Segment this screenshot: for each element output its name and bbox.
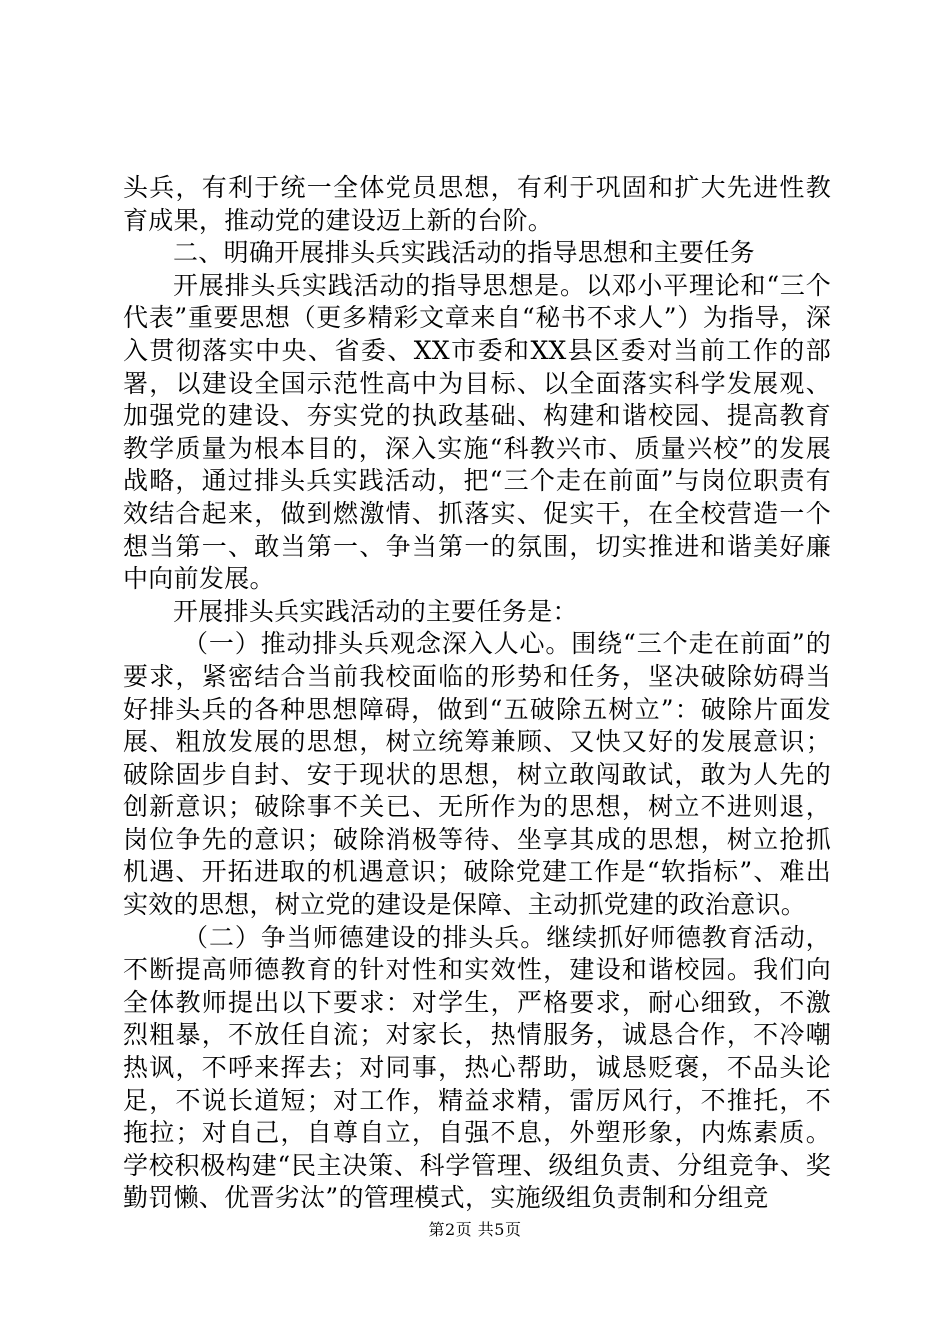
section-heading: 二、明确开展排头兵实践活动的指导思想和主要任务 [173, 238, 755, 268]
paragraph-guiding-thought: 开展排头兵实践活动的指导思想是。以邓小平理论和“三个代表”重要思想（更多精彩文章来自“秘书不求人”）为指导，深入贯彻落实中央、省委、XX市委和XX县区委对当前工作的部署，以建设全国示范性高中为目标、以全面落实科学发展观、加强党的建设、夯实党的执政基础、构建和谐校园、提高教育教学质量为根本目的，深入实施“科教兴市、质量兴校”的发展战略，通过排头兵实践活动，把“三个走在前面”与岗位职责有效结合起来，做到燃激情、抓落实、促实干，在全校营造一个想当第一、敢当第一、争当第一的氛围，切实推进和谐美好廉中向前发展。 [123, 270, 831, 594]
paragraph-continuation: 头兵，有利于统一全体党员思想，有利于巩固和扩大先进性教育成果，推动党的建设迈上新的台阶。 [123, 173, 831, 235]
paragraph-task-one: （一）推动排头兵观念深入人心。围绕“三个走在前面”的要求，紧密结合当前我校面临的形势和任务，坚决破除妨碍当好排头兵的各种思想障碍，做到“五破除五树立”：破除片面发展、粗放发展的思想，树立统筹兼顾、又快又好的发展意识；破除固步自封、安于现状的思想，树立敢闯敢试，敢为人先的创新意识；破除事不关已、无所作为的思想，树立不进则退，岗位争先的意识；破除消极等待、坐享其成的思想，树立抢抓机遇、开拓进取的机遇意识；破除党建工作是“软指标”、难出实效的思想，树立党的建设是保障、主动抓党建的政治意识。 [123, 629, 831, 920]
paragraph-task-two: （二）争当师德建设的排头兵。继续抓好师德教育活动，不断提高师德教育的针对性和实效性，建设和谐校园。我们向全体教师提出以下要求：对学生，严格要求，耐心细致，不激烈粗暴，不放任自流；对家长，热情服务，诚恳合作，不冷嘲热讽，不呼来挥去；对同事，热心帮助，诚恳贬褒，不品头论足，不说长道短；对工作，精益求精，雷厉风行，不推托，不拖拉；对自己，自尊自立，自强不息，外塑形象，内炼素质。学校积极构建“民主决策、科学管理、级组负责、分组竞争、奖勤罚懒、优晋劣汰”的管理模式，实施级组负责制和分组竞 [123, 922, 831, 1213]
page-footer: 第2页 共5页 [428, 1220, 522, 1239]
paragraph-main-tasks-intro: 开展排头兵实践活动的主要任务是： [173, 596, 578, 626]
document-body [123, 172, 831, 1215]
